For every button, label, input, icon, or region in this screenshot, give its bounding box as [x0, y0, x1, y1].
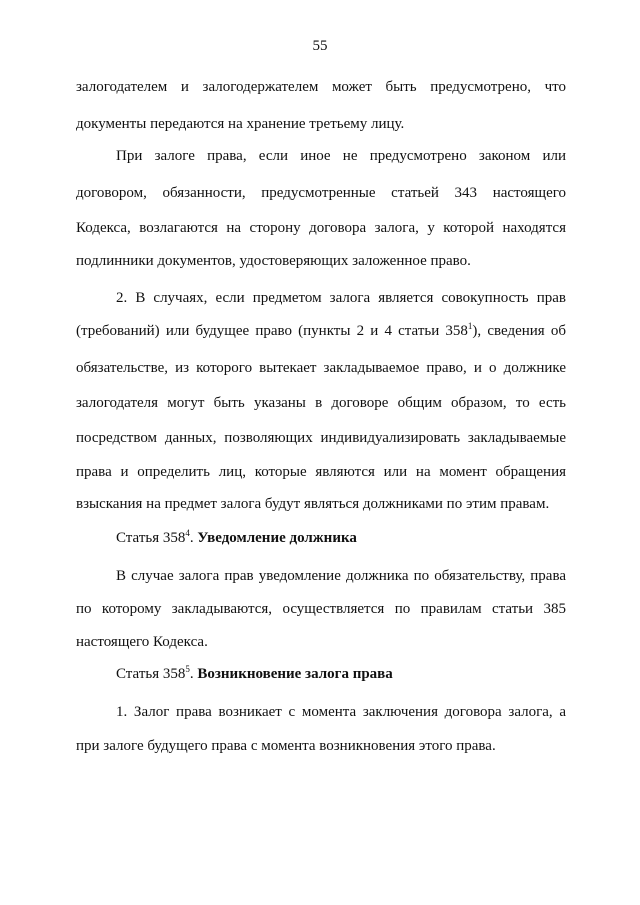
superscript: 4 — [185, 528, 190, 538]
text-line: взыскания на предмет залога будут являться должниками по этим правам. — [76, 496, 550, 512]
text-line-with-superscript — [76, 321, 566, 341]
article-number: Статья 358 — [116, 530, 186, 546]
article-dot: . — [189, 530, 198, 546]
text-line: по которому закладываются, осуществляется по правилам статьи 385 — [76, 601, 566, 617]
article-title: Возникновение залога права — [197, 666, 393, 682]
text-line: 2. В случаях, если предметом залога является совокупность прав — [116, 290, 566, 306]
superscript: 1 — [467, 321, 473, 331]
text-line: При залоге права, если иное не предусмотрено законом или — [116, 148, 566, 164]
text-line: 1. Залог права возникает с момента заключения договора залога, а — [116, 704, 566, 720]
text-line: посредством данных, позволяющих индивидуализировать закладываемые — [76, 430, 566, 446]
text-line: В случае залога прав уведомление должника по обязательству, права — [116, 568, 566, 584]
article-heading — [116, 664, 393, 684]
text-line: договором, обязанности, предусмотренные статьей 343 настоящего — [76, 185, 566, 201]
article-number: Статья 358 — [116, 666, 186, 682]
text-line: Кодекса, возлагаются на сторону договора залога, у которой находятся — [76, 220, 566, 236]
article-dot: . — [189, 666, 198, 682]
text-line: залогодателем и залогодержателем может быть предусмотрено, что — [76, 79, 566, 95]
text-segment: ), сведения об — [472, 323, 567, 339]
text-line: обязательстве, из которого вытекает закладываемое право, и о должнике — [76, 360, 566, 376]
text-line: залогодателя могут быть указаны в договоре общим образом, то есть — [76, 395, 566, 411]
text-line: настоящего Кодекса. — [76, 634, 208, 650]
page-number: 55 — [312, 38, 328, 54]
text-line: при залоге будущего права с момента возникновения этого права. — [76, 738, 496, 754]
text-segment: (требований) или будущее право (пункты 2 и 4 статьи 358 — [76, 323, 468, 339]
superscript: 5 — [185, 664, 190, 674]
text-line: права и определить лиц, которые являются или на момент обращения — [76, 464, 566, 480]
text-line: подлинники документов, удостоверяющих заложенное право. — [76, 253, 471, 269]
article-heading — [116, 528, 357, 548]
article-title: Уведомление должника — [197, 530, 357, 546]
text-line: документы передаются на хранение третьему лицу. — [76, 116, 405, 132]
